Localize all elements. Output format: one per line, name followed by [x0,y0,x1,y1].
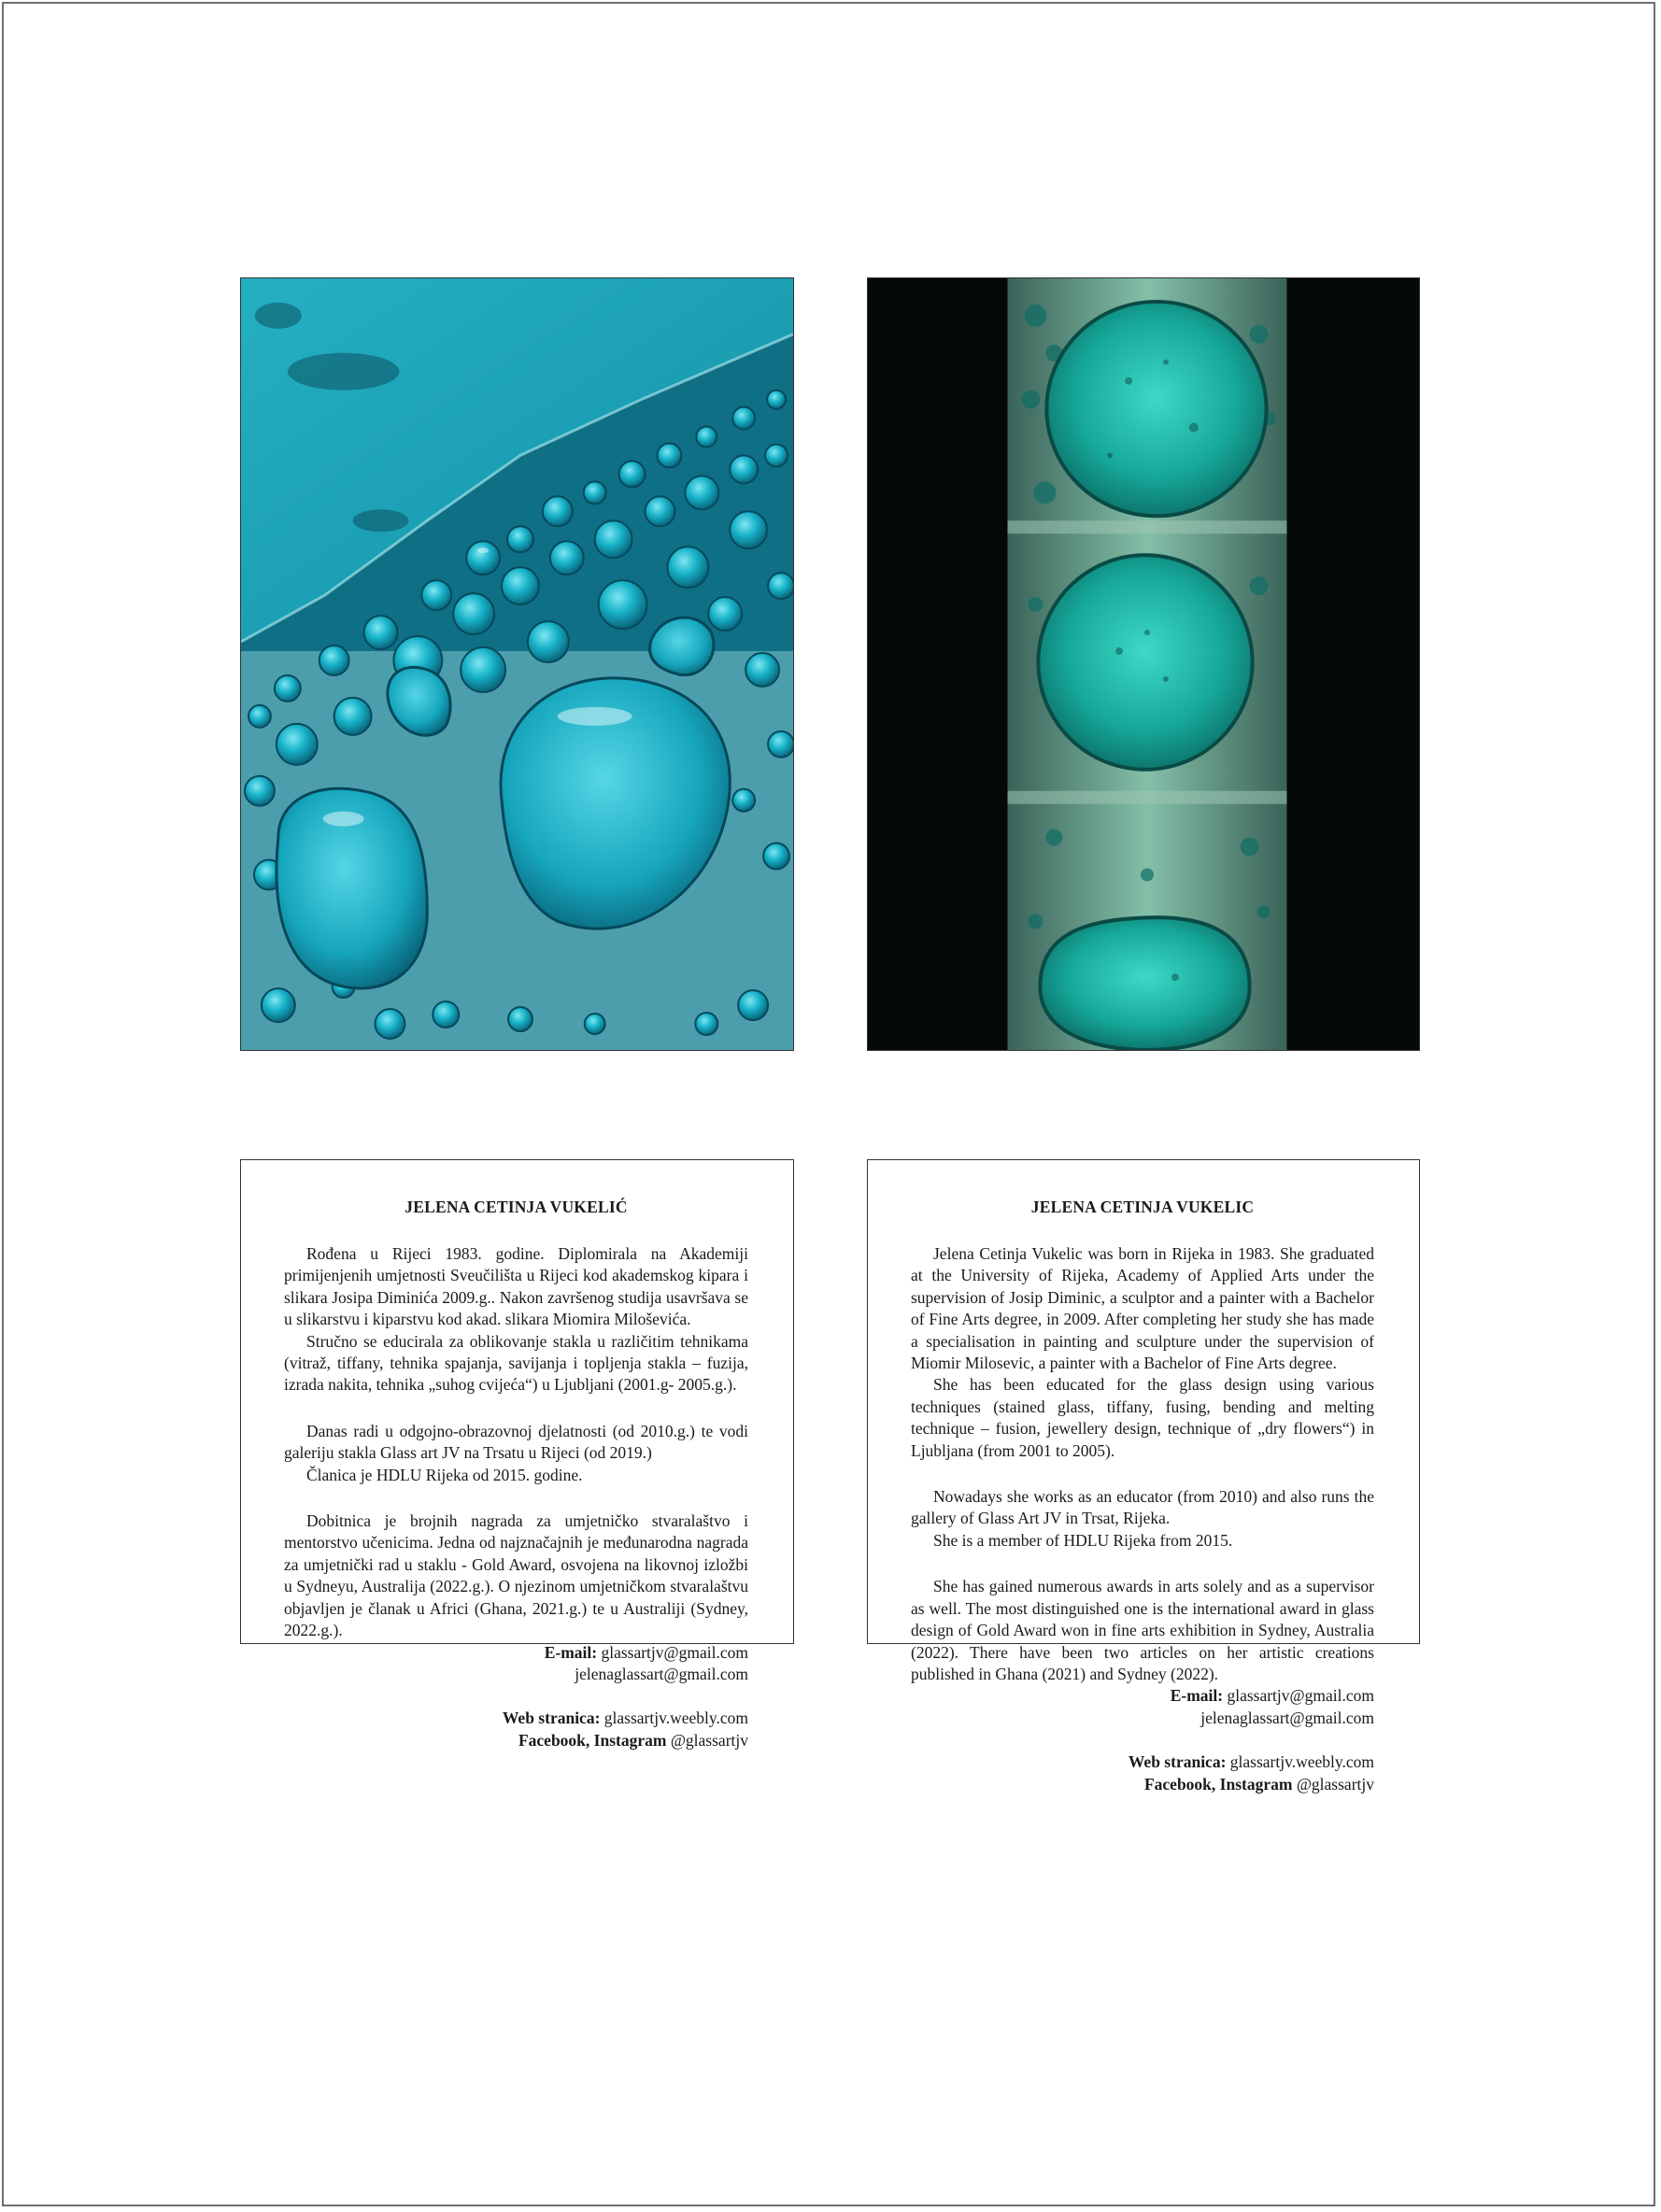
website-link[interactable]: glassartjv.weebly.com [603,1709,748,1728]
contact-block [911,1685,1374,1795]
glass-panel-photo [867,277,1420,1051]
bio-paragraph: Stručno se educirala za oblikovanje stakla u različitim tehnikama (vitraž, tiffany, tehnika spajanja, savijanja i topljenja stakla – fuzija, izrada nakita, tehnika „suhog cvijeća“) u Ljubljani (2001.g- 2005.g.). [284,1331,748,1395]
email-label: E-mail: [1170,1686,1224,1706]
web-label: Web stranica: [502,1709,601,1728]
email-link[interactable]: glassartjv@gmail.com [1227,1686,1374,1706]
bio-paragraph: Nowadays she works as an educator (from 2010) and also runs the gallery of Glass Art JV in Trsat, Rijeka. [911,1487,1374,1528]
social-handle[interactable]: @glassartjv [1296,1774,1374,1794]
email-link[interactable]: jelenaglassart@gmail.com [575,1664,748,1683]
bio-paragraph: She has gained numerous awards in arts solely and as a supervisor as well. The most distinguished one is the international award in glass design of Gold Award won in fine arts exhibition in Sydney, Australia (2022). There have been two articles on her artistic creations published in Ghana (2021) and Sydney (2022). [911,1577,1374,1683]
social-handle[interactable]: @glassartjv [670,1730,748,1750]
bio-paragraph: She is a member of HDLU Rijeka from 2015. [933,1530,1233,1550]
email-link[interactable]: jelenaglassart@gmail.com [1200,1708,1374,1727]
bio-paragraph: Rođena u Rijeci 1983. godine. Diplomirala na Akademiji primijenjenih umjetnosti Sveučilišta u Rijeci kod akademskog kipara i slikara Josipa Diminića 2009.g.. Nakon završenog studija usavršava se u slikarstvu i kiparstvu kod akad. slikara Miomira Miloševića. [284,1244,748,1329]
email-link[interactable]: glassartjv@gmail.com [601,1642,748,1662]
bio-paragraph: Članica je HDLU Rijeka od 2015. godine. [306,1465,583,1484]
glass-texture-image [241,278,793,1050]
web-label: Web stranica: [1128,1752,1227,1772]
bio-paragraph: Dobitnica je brojnih nagrada za umjetničko stvaralaštvo i mentorstvo učenicima. Jedna od najznačajnih je međunarodna nagrada za umjetnički rad u staklu - Gold Award, osvojena na likovnoj izložbi u Sydneyu, Australija (2022.g.). O njezinom umjetničkom stvaralaštvu objavljen je članak u Africi (Ghana, 2021.g.) te u Australiji (Sydney, 2022.g.). [284,1511,748,1640]
website-link[interactable]: glassartjv.weebly.com [1229,1752,1374,1772]
email-label: E-mail: [544,1642,598,1662]
glass-panel-image [868,278,1419,1050]
bio-paragraph: She has been educated for the glass design using various techniques (stained glass, tiffany, fusing, bending and melting technique – fusion, jewellery design, technique of „dry flowers“) in Ljubljana (from 2001 to 2005). [911,1375,1374,1460]
social-label: Facebook, Instagram [518,1730,667,1750]
social-label: Facebook, Instagram [1143,1774,1293,1794]
bio-title: JELENA CETINJA VUKELIC [1030,1198,1255,1216]
contact-block [284,1642,748,1752]
bio-paragraph: Jelena Cetinja Vukelic was born in Rijeka in 1983. She graduated at the University of Rijeka, Academy of Applied Arts under the supervision of Josip Diminic, a sculptor and a painter with a Bachelor of Fine Arts degree, in 2009. After completing her study she has made a specialisation in painting and sculpture under the supervision of Miomir Milosevic, a painter with a Bachelor of Fine Arts degree. [911,1244,1374,1373]
bio-card-english [867,1159,1420,1794]
bio-card-croatian [240,1159,794,1750]
bio-paragraph: Danas radi u odgojno-obrazovnoj djelatnosti (od 2010.g.) te vodi galeriju stakla Glass art JV na Trsatu u Rijeci (od 2019.) [284,1421,748,1463]
glass-texture-photo [240,277,794,1051]
bio-title: JELENA CETINJA VUKELIĆ [405,1198,628,1216]
